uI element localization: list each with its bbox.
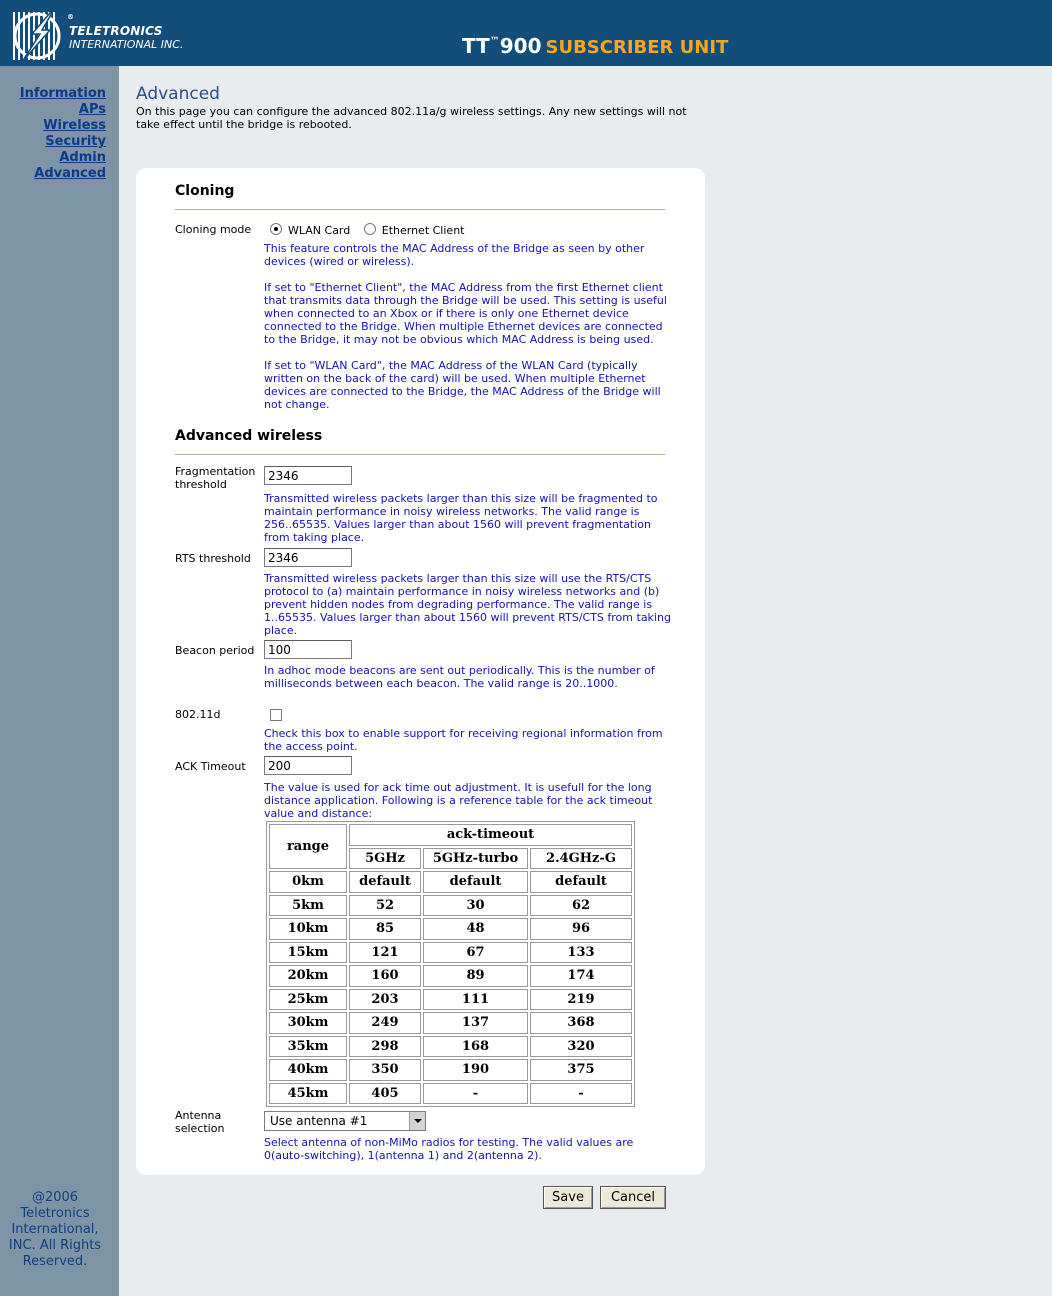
cloning-mode-label: Cloning mode	[175, 223, 252, 236]
table-header-5ghz: 5GHz	[349, 848, 421, 870]
table-row	[269, 989, 632, 1011]
save-button[interactable]: Save	[543, 1186, 593, 1209]
rts-threshold-input[interactable]	[264, 548, 352, 567]
80211d-checkbox[interactable]	[270, 709, 282, 721]
table-row	[269, 918, 632, 940]
cloning-help: This feature controls the MAC Address of the Bridge as seen by other devices (wired or wireless). If set to "Ethernet Client", the MAC Address from the first Ethernet client that transmits data through the Bridge will be used. This setting is useful when connected to an Xbox or if there is only one Ethernet device connected to the Bridge. When multiple Ethernet devices are connected to the Bridge, it may not be obvious which MAC Address is being used. If set to "WLAN Card", the MAC Address of the WLAN Card (typically written on the back of the card) will be used. When multiple Ethernet devices are connected to the Bridge, the MAC Address of the Bridge will not change.	[264, 242, 667, 411]
table-cell-value: 405	[349, 1083, 421, 1105]
table-header-24ghz-g: 2.4GHz-G	[530, 848, 632, 870]
table-cell-value: default	[423, 871, 528, 893]
table-cell-value: 368	[530, 1012, 632, 1034]
frag-threshold-input[interactable]	[264, 466, 352, 485]
cloning-section-title: Cloning	[175, 183, 235, 199]
rts-threshold-label: RTS threshold	[175, 552, 251, 565]
antenna-select[interactable]	[264, 1111, 426, 1131]
table-cell-value: 67	[423, 942, 528, 964]
table-cell-value: 160	[349, 965, 421, 987]
ack-timeout-table	[266, 821, 635, 1107]
nav-admin[interactable]: Admin	[59, 150, 106, 165]
table-cell-range: 40km	[269, 1059, 347, 1081]
antenna-selection-help: Select antenna of non-MiMo radios for testing. The valid values are 0(auto-switching), 1(antenna 1) and 2(antenna 2).	[264, 1136, 634, 1162]
nav-information[interactable]: Information	[19, 86, 106, 101]
beacon-period-input[interactable]	[264, 640, 352, 659]
ack-timeout-label: ACK Timeout	[175, 760, 246, 773]
table-cell-value: 375	[530, 1059, 632, 1081]
table-cell-value: -	[423, 1083, 528, 1105]
header-bar	[0, 0, 1052, 66]
table-header-ack-timeout: ack-timeout	[349, 824, 632, 846]
table-cell-range: 35km	[269, 1036, 347, 1058]
table-cell-value: 174	[530, 965, 632, 987]
cloning-mode-options	[270, 223, 464, 237]
table-cell-range: 20km	[269, 965, 347, 987]
table-cell-value: 85	[349, 918, 421, 940]
table-cell-value: 350	[349, 1059, 421, 1081]
table-cell-value: 121	[349, 942, 421, 964]
brand-name: TELETRONICS	[69, 24, 163, 38]
antenna-select-value: Use antenna #1	[270, 1114, 368, 1128]
teletronics-logo-icon	[10, 4, 66, 62]
table-row	[269, 871, 632, 893]
page-title: Advanced	[136, 84, 220, 104]
table-cell-range: 45km	[269, 1083, 347, 1105]
table-cell-value: 298	[349, 1036, 421, 1058]
beacon-period-label: Beacon period	[175, 644, 255, 657]
nav-wireless[interactable]: Wireless	[43, 118, 106, 133]
table-cell-value: 190	[423, 1059, 528, 1081]
rts-threshold-help: Transmitted wireless packets larger than this size will use the RTS/CTS protocol to (a) maintain performance in noisy wireless networks and (b) prevent hidden nodes from degrading performance. The valid range is 1..65535. Values larger than about 1560 will prevent RTS/CTS from taking place.	[264, 572, 671, 637]
brand-subname: INTERNATIONAL INC.	[69, 38, 184, 51]
table-cell-range: 30km	[269, 1012, 347, 1034]
table-cell-range: 0km	[269, 871, 347, 893]
beacon-period-help: In adhoc mode beacons are sent out periodically. This is the number of milliseconds between each beacon. The valid range is 20..1000.	[264, 664, 655, 690]
table-row	[269, 1012, 632, 1034]
frag-threshold-label: Fragmentation threshold	[175, 465, 256, 491]
table-row	[269, 1059, 632, 1081]
antenna-selection-label: Antenna selection	[175, 1109, 225, 1135]
table-cell-value: 137	[423, 1012, 528, 1034]
chevron-down-icon[interactable]	[409, 1112, 425, 1130]
copyright-notice: @2006 Teletronics International, INC. All Rights Reserved.	[8, 1190, 102, 1269]
nav-advanced[interactable]: Advanced	[34, 166, 106, 181]
nav-menu	[20, 86, 106, 182]
table-cell-value: 133	[530, 942, 632, 964]
table-cell-value: 219	[530, 989, 632, 1011]
table-cell-range: 10km	[269, 918, 347, 940]
table-cell-value: 48	[423, 918, 528, 940]
advanced-section-title: Advanced wireless	[175, 428, 323, 444]
registered-mark: ®	[67, 13, 74, 21]
table-header-range: range	[269, 824, 347, 869]
table-cell-value: 203	[349, 989, 421, 1011]
table-cell-value: 320	[530, 1036, 632, 1058]
table-row	[269, 1036, 632, 1058]
page-intro: On this page you can configure the advanced 802.11a/g wireless settings. Any new settings will not take effect until the bridge is rebooted.	[136, 105, 687, 131]
nav-security[interactable]: Security	[45, 134, 106, 149]
table-header-5ghz-turbo: 5GHz-turbo	[423, 848, 528, 870]
table-row	[269, 942, 632, 964]
radio-wlan-card[interactable]	[270, 223, 282, 235]
table-cell-value: 30	[423, 895, 528, 917]
80211d-help: Check this box to enable support for receiving regional information from the access point.	[264, 727, 663, 753]
radio-ethernet-client-label: Ethernet Client	[381, 224, 465, 237]
table-cell-value: -	[530, 1083, 632, 1105]
radio-ethernet-client[interactable]	[364, 223, 376, 235]
ack-timeout-input[interactable]	[264, 756, 352, 775]
80211d-label: 802.11d	[175, 708, 221, 721]
radio-wlan-card-label: WLAN Card	[288, 224, 351, 237]
divider	[175, 454, 665, 455]
product-title: TT™900 SUBSCRIBER UNIT	[462, 34, 729, 58]
table-row	[269, 965, 632, 987]
table-cell-value: 96	[530, 918, 632, 940]
cancel-button[interactable]: Cancel	[600, 1186, 666, 1209]
settings-panel	[136, 168, 705, 1175]
table-row	[269, 1083, 632, 1105]
frag-threshold-help: Transmitted wireless packets larger than this size will be fragmented to maintain performance in noisy wireless networks. The valid range is 256..65535. Values larger than about 1560 will prevent fragmentation from taking place.	[264, 492, 658, 544]
sidebar	[0, 66, 119, 1296]
table-cell-range: 25km	[269, 989, 347, 1011]
table-cell-value: 168	[423, 1036, 528, 1058]
table-cell-range: 15km	[269, 942, 347, 964]
table-cell-value: default	[349, 871, 421, 893]
table-cell-value: 62	[530, 895, 632, 917]
table-cell-value: 111	[423, 989, 528, 1011]
table-cell-value: 249	[349, 1012, 421, 1034]
ack-table-body	[269, 871, 632, 1104]
table-cell-range: 5km	[269, 895, 347, 917]
nav-aps[interactable]: APs	[78, 102, 106, 117]
table-cell-value: 89	[423, 965, 528, 987]
table-row	[269, 895, 632, 917]
table-cell-value: 52	[349, 895, 421, 917]
ack-timeout-help: The value is used for ack time out adjustment. It is usefull for the long distance application. Following is a reference table for the ack timeout value and distance:	[264, 781, 653, 820]
divider	[175, 209, 665, 210]
table-cell-value: default	[530, 871, 632, 893]
